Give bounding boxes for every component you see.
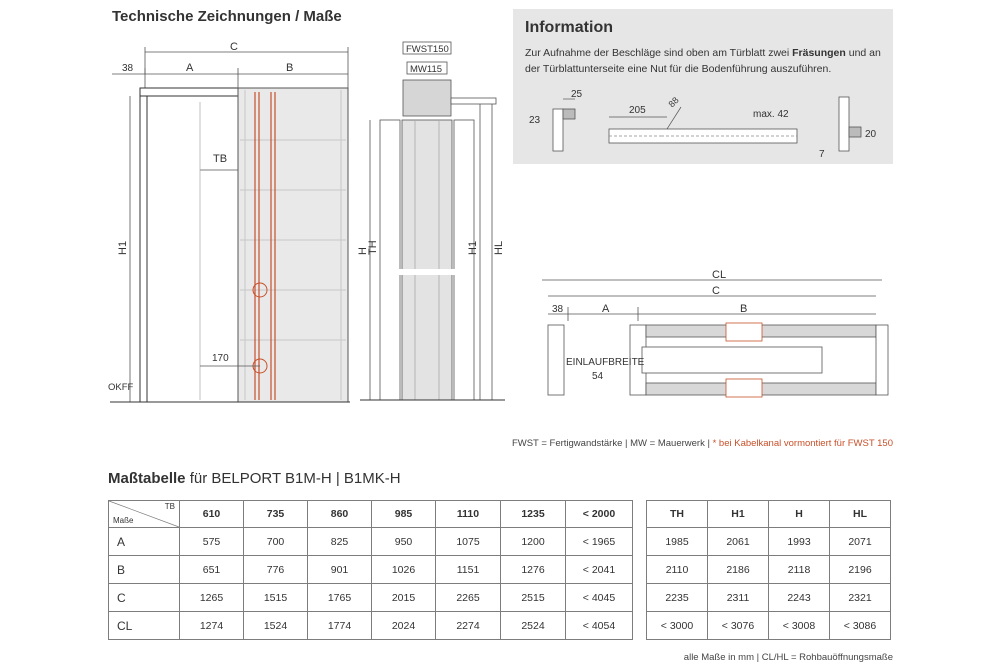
table-header-cell: HL [830, 501, 891, 528]
height-table [646, 500, 891, 640]
dim-88-label: 88 [666, 95, 681, 110]
legend: FWST = Fertigwandstärke | MW = Mauerwerk | * bei Kabelkanal vormontiert für FWST 150 [511, 438, 893, 449]
dim-c-top-label: C [712, 285, 720, 297]
page-title: Technische Zeichnungen / Maße [112, 8, 342, 25]
information-text: Zur Aufnahme der Beschläge sind oben am Türblatt zwei Fräsungen und an der Türblattunterseite eine Nut für die Bodenführung auszuführen. [525, 47, 881, 75]
front-view-drawing [100, 40, 355, 410]
table-header-cell: 860 [308, 501, 372, 528]
fwst-label: FWST150 [406, 44, 449, 55]
dim-38-label: 38 [122, 63, 134, 74]
table-row: 2235 2311 2243 2321 [647, 584, 891, 612]
table-header-cell: 735 [244, 501, 308, 528]
table-row: < 3000 < 3076 < 3008 < 3086 [647, 612, 891, 640]
table-header-cell: < 2000 [566, 501, 633, 528]
dim-7-label: 7 [819, 149, 825, 160]
top-view-drawing [530, 265, 900, 415]
dim-h1-side-label: H1 [467, 240, 479, 255]
dim-a-top-label: A [602, 303, 610, 315]
side-view-drawing [357, 40, 505, 410]
table-header-cell: 1110 [436, 501, 501, 528]
dim-b-label: B [286, 62, 294, 74]
table-row: CL 1274 1524 1774 2024 2274 2524 < 4054 [109, 612, 633, 640]
dim-b-top-label: B [740, 303, 748, 315]
milling-detail-drawing [521, 85, 891, 161]
footnote: alle Maße in mm | CL/HL = Rohbauöffnungsmaße [683, 652, 893, 663]
mw-label: MW115 [410, 64, 443, 75]
table-header-cell: 985 [372, 501, 436, 528]
dim-20-label: 20 [865, 129, 877, 140]
dim-38-top-label: 38 [552, 304, 564, 315]
dim-max42-label: max. 42 [753, 109, 789, 120]
table-header-cell: H1 [708, 501, 769, 528]
dim-205-label: 205 [629, 105, 646, 116]
table-corner-cell: TB Maße [109, 501, 180, 528]
dimension-table [108, 500, 633, 640]
information-box [513, 9, 893, 164]
table-header-cell: 1235 [501, 501, 566, 528]
dim-tb-label: TB [213, 153, 228, 165]
table-title: Maßtabelle für BELPORT B1M-H | B1MK-H [108, 470, 401, 487]
table-header-cell: H [769, 501, 830, 528]
table-header-cell: TH [647, 501, 708, 528]
dim-hl-label: HL [493, 240, 505, 255]
table-row: B 651 776 901 1026 1151 1276 < 2041 [109, 556, 633, 584]
dim-cl-label: CL [712, 269, 727, 281]
dim-23-label: 23 [529, 115, 541, 126]
table-row: 1985 2061 1993 2071 [647, 528, 891, 556]
einlauf-value: 54 [592, 371, 604, 382]
table-row: C 1265 1515 1765 2015 2265 2515 < 4045 [109, 584, 633, 612]
dim-h-label: H [357, 247, 369, 255]
dim-25-label: 25 [571, 89, 583, 100]
dim-c-label: C [230, 41, 238, 53]
table-row: 2110 2186 2118 2196 [647, 556, 891, 584]
dim-170-label: 170 [212, 353, 229, 364]
dim-h1-label: H1 [117, 240, 129, 255]
dim-th-label: TH [367, 240, 379, 255]
okff-label: OKFF [108, 382, 134, 393]
einlauf-label: EINLAUFBREITE [566, 357, 645, 368]
information-title: Information [525, 19, 613, 36]
dim-a-label: A [186, 62, 194, 74]
table-header-cell: 610 [180, 501, 244, 528]
table-row: A 575 700 825 950 1075 1200 < 1965 [109, 528, 633, 556]
